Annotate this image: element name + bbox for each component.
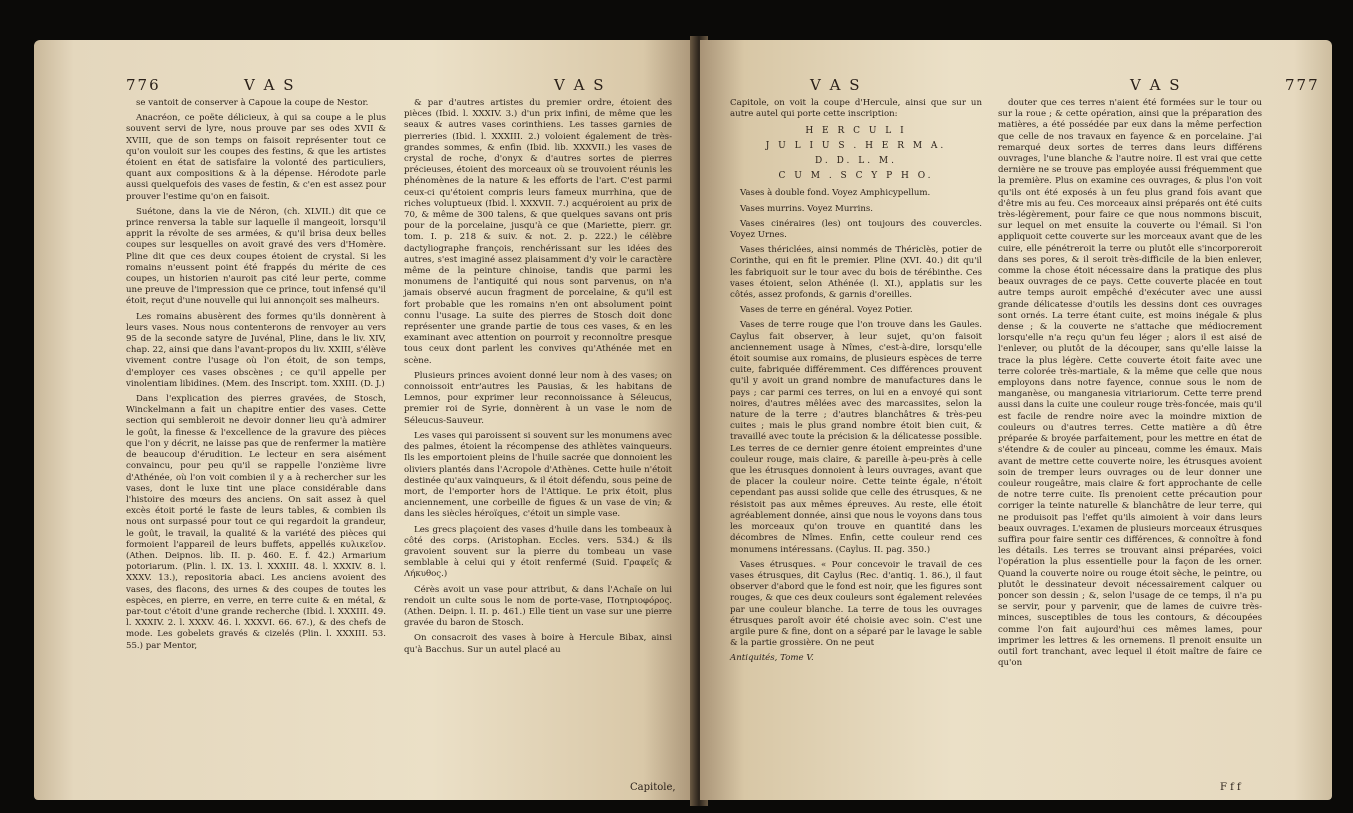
paragraph: Vases étrusques. « Pour concevoir le travail de ces vases étrusques, dit Caylus (Rec. d'antiq. 1. 86.), il faut observer d'abord que le fond est noir, que les figures sont rouges, & que ces deux couleurs sont également relevées par une couleur blanche. La terre de tous les ouvrages étrusques paroît avoir été choisie avec soin. C'est une argile pure & fine, dont on a séparé par le lavage le sable & la partie grossière. On ne peut [730,559,982,649]
paragraph: On consacroit des vases à boire à Hercule Bibax, ainsi qu'à Bacchus. Sur un autel placé au [404,633,672,655]
paragraph: Vases thériclées, ainsi nommés de Thériclès, potier de Corinthe, qui en fit le premier. Pline (XVI. 40.) dit qu'il les fabriquoit sur le tour avec du bois de térébinthe. Ces vases étoient, selon Athénée (l. XI.), applatis sur les côtés, assez profonds, & garnis d'oreilles. [730,245,982,301]
running-head: V A S [1130,76,1182,94]
catchword: Capitole, [630,782,676,793]
text-column-1 [126,98,386,656]
inscription [730,124,982,184]
inscription-line: H E R C U L I [805,126,907,137]
signature-mark: F f f [1220,782,1241,793]
paragraph: Anacréon, ce poëte délicieux, à qui sa coupe a le plus souvent servi de lyre, nous prouve par ses odes XVII & XVIII, que de son temps on faisoit représenter tout ce qu'on vouloit sur les coupes des festins, & que les artistes étoient en état de satisfaire la volonté des particuliers, quant aux compositions & à la dépense. Hérodote parle aussi quelquefois des vases de festin, & c'en est assez pour prouver l'estime qu'on en faisoit. [126,113,386,202]
page-number: 776 [126,76,161,94]
signature-line: Antiquités, Tome V. [730,653,814,664]
running-head: V A S [244,76,296,94]
running-head: V A S [810,76,862,94]
paragraph: Dans l'explication des pierres gravées, de Stosch, Winckelmann a fait un chapitre entier des vases. Cette section qui sembleroit ne devoir donner lieu qu'à admirer le goût, la finesse & l'excellence de la gravure des pièces que l'on y décrit, ne laisse pas que de renfermer la matière de beaucoup d'érudition. Le lecteur en sera aisément convaincu, pour peu qu'il se rappelle l'onzième livre d'Athénée, où l'on voit combien il y a à rechercher sur les vases, dont le luxe tint une place considérable dans l'histoire des mœurs des anciens. On sait assez à quel excès étoit porté le faste de leurs tables, & combien ils nous ont surpassé pour tout ce qui regardoit la grandeur, le goût, le travail, la qualité & la variété des pièces qui formoient l'appareil de leurs buffets, appellés κυλικεῖον. (Athen. Deipnos. lib. II. p. 460. E. f. 42.) Armarium potoriarum. (Plin. l. IX. 13. l. XXXIII. 48. l. XXXIV. 8. l. XXXV. 13.), repositoria abaci. Les anciens avoient des vases, des flacons, des urnes & des coupes de toutes les espèces, en pierre, en verre, en terre cuite & en métal, & par-tout c'étoit d'une grande recherche (Ibid. l. XXXIII. 49. l. XXXIV. 2. l. XXXV. 46. l. XXXVI. 66. 67.), & des chefs de mode. Les gobelets gravés & cizelés (Plin. l. XXXIII. 53. 55.) par Mentor, [126,394,386,651]
paragraph: Plusieurs princes avoient donné leur nom à des vases; on connoissoit entr'autres les Pausias, & les habitans de Lemnos, pour exprimer leur reconnoissance à Séleucus, premier roi de Syrie, donnèrent à un vase le nom de Séleucus-Sauveur. [404,370,672,426]
paragraph: Vases de terre rouge que l'on trouve dans les Gaules. Caylus fait observer, à leur sujet, qu'on faisoit anciennement usage à Nîmes, c'est-à-dire, lorsqu'elle étoit soumise aux romains, de plusieurs espèces de terre cuite, fabriquée différemment. Ces différences prouvent qu'il y avoit un grand nombre de manufactures dans le pays ; car parmi ces terres, on lui en a envoyé qui sont noires, d'autres mêlées avec des marcassites, selon la nature de la terre ; d'autres blanchâtres & très-peu cuites ; mais le plus grand nombre étoit bien cuit, & travaillé avec toute la précision & la délicatesse possible. Les terres de ce dernier genre étoient empreintes d'une couleur rouge, mais claire, & pareille à-peu-près à celle que les étrusques donnoient à leurs ouvrages, avant que de placer la couleur noire. Cette teinte égale, n'étoit cependant pas aussi solide que celle des étrusques, & ne résistoit pas aux mêmes épreuves. Au reste, elle étoit agréablement donnée, ainsi que nous le voyons dans tous les morceaux qu'on trouve en quantité dans les décombres de Nîmes. Enfin, cette couleur rend ces monumens intéressans. (Caylus. II. pag. 350.) [730,320,982,555]
paragraph: Capitole, on voit la coupe d'Hercule, ainsi que sur un autre autel qui porte cette inscription: [730,98,982,120]
paragraph: Les grecs plaçoient des vases d'huile dans les tombeaux à côté des corps. (Aristophan. Eccles. vers. 534.) & ils gravoient souvent sur la pierre du tombeau un vase semblable à celui qui y étoit renfermé (Suid. Γραφεῖς & Λήκυθος.) [404,524,672,580]
left-page [34,40,696,800]
text-column-2 [404,98,672,660]
paragraph: douter que ces terres n'aient été formées sur le tour ou sur la roue ; & cette opération, ainsi que la préparation des matières, a été possédée par eux dans la même perfection que celle de nos travaux en fayence & en porcelaine. J'ai remarqué deux sortes de terres dans leurs différens ouvrages, l'une blanche & l'autre noire. Il est vrai que cette dernière ne se trouve pas employée aussi fréquemment que la première. Plus on examine ces ouvrages, & plus l'on voit qu'ils ont été exposés à un feu plus grand fois avant que d'être mis au feu. Ces morceaux ainsi préparés ont été cuits très-légèrement, pour faire ce que nous nommons biscuit, sur lequel on met ensuite la couverte ou l'émail. Si l'on appliquoit cette couverte sur les morceaux avant que de les cuire, elle pénétreroit la terre ou plutôt elle s'incorporeroit dans ses pores, & il seroit très-difficile de la bien enlever, comme la chose étoit nécessaire dans la pratique des plus beaux ouvrages de ce pays. Cette couverte placée en tout autre temps auroit empêché d'exécuter avec une aussi grande délicatesse d'outils les dessins dont ces ouvrages sont ornés. La terre étant cuite, est moins inégale & plus dense ; & la couverte ne s'attache que médiocrement lorsqu'elle n'a reçu qu'un feu léger ; alors il est aisé de l'enlever, ou plutôt de la découper, sans qu'elle laisse la trace la plus légère. Cette couverte étoit faite avec une terre colorée très-martiale, & la même que celle que nous employons dans notre fayence, connue sous le nom de manganèse, ou manganesia vitriariorum. Cette terre prend aussi dans la cuite une couleur rouge très-foncée, mais qu'il est facile de rendre noire avec la moindre mixtion de couleurs ou d'autres terres. Cette matière a dû être préparée & broyée parfaitement, pour les mettre en état de s'étendre & de couler au pinceau, comme les émaux. Mais avant de mettre cette couverte noire, les étrusques avoient soin de tremper leurs ouvrages ou de leur donner une couleur rougeâtre, mais claire & fort approchante de celle de notre terre cuite. Ils prenoient cette précaution pour corriger la teinte naturelle & blanchâtre de leur terre, qui ne produisoit pas l'effet qu'ils aimoient à voir dans leurs beaux ouvrages. L'examen de plusieurs morceaux étrusques suffira pour faire sentir ces différences, & connoître à fond les détails. Les terres se trouvant ainsi préparées, voici l'opération la plus essentielle pour la façon de les orner. Quand la couverte noire ou rouge étoit sèche, le peintre, ou plutôt le dessinateur devoit nécessairement calquer ou poncer son dessin ; &, selon l'usage de ce temps, il n'a pu se servir, pour y parvenir, que de lames de cuivre très-minces, susceptibles de tous les contours, & découpées comme l'on fait aujourd'hui ces mêmes lames, pour imprimer les lettres & les ornemens. Il prenoit ensuite un outil fort tranchant, avec lequel il étoit maître de faire ce qu'on [998,98,1262,669]
paragraph: Les vases qui paroissent si souvent sur les monumens avec des palmes, étoient la récompense des athlètes vainqueurs. Ils les emportoient pleins de l'huile sacrée que donnoient les oliviers plantés dans l'Acropole d'Athènes. Cette huile n'étoit destinée qu'aux vainqueurs, & il étoit défendu, sous peine de mort, de l'emporter hors de l'Attique. Le prix étoit, plus anciennement, une corbeille de figues & un vase de vin; & dans les siècles héroïques, c'étoit un simple vase. [404,430,672,520]
text-column-2 [998,98,1262,673]
inscription-line: J U L I U S . H E R M A. [765,141,947,152]
paragraph: Vases cinéraires (les) ont toujours des couvercles. Voyez Urnes. [730,218,982,241]
paragraph: & par d'autres artistes du premier ordre, étoient des pièces (Ibid. l. XXXIV. 3.) d'un prix infini, de même que les seaux & autres vases corinthiens. Les tasses garnies de pierreries (Ibid. l. XXXIII. 2.) voloient également de très-grandes sommes, & enfin (Ibid. lib. XXXVII.) les vases de crystal de roche, d'onyx & d'autres sortes de pierres précieuses, étoient des morceaux où se trouvoient réunis les phénomènes de la nature & les efforts de l'art. C'est parmi ceux-ci qu'étoient compris leurs fameux murrhina, que de riches voluptueux (Ibid. l. XXXVII. 7.) acquéroient au prix de 70, & même de 300 talens, & que quelques savans ont pris pour de la porcelaine, jusqu'à ce que (Mariette, pierr. gr. tom. I. p. 218 & suiv. & not. 2. p. 222.) le célèbre dactyliographe françois, renchérissant sur les idées des autres, s'est imaginé assez plaisamment d'y voir le caractère même de la peinture chinoise, tandis que parmi les monumens de l'antiquité qui nous sont parvenus, on n'a jamais observé aucun fragment de porcelaine, & qu'il est fort probable que les romains n'en ont absolument point connu l'usage. La suite des pierres de Stosch doit donc représenter une grande partie de tous ces vases, & en les examinant avec attention on pourroit y reconnoître presque tous ceux dont parlent les convives qu'Athénée met en scène. [404,98,672,366]
inscription-line: D. D. L. M. [814,156,897,167]
paragraph: se vantoit de conserver à Capoue la coupe de Nestor. [136,98,369,108]
paragraph: Vases murrins. Voyez Murrins. [740,203,874,214]
paragraph: Cérès avoit un vase pour attribut, & dans l'Achaïe on lui rendoit un culte sous le nom de porte-vase, Ποτηριοφόρος. (Athen. Deipn. l. II. p. 461.) Elle tient un vase sur une pierre gravée du baron de Stosch. [404,584,672,629]
paragraph: Les romains abusèrent des formes qu'ils donnèrent à leurs vases. Nous nous contenterons de renvoyer au vers 95 de la seconde satyre de Juvénal, Pline, dans le liv. XIV, chap. 22, ainsi que dans l'avant-propos du liv. XXIII, s'élève vivement contre l'usage où l'on étoit, de son temps, d'employer ces vases obscènes ; ce qu'il appelle per vinolentiam libidines. (Mem. des Inscript. tom. XXIII. (D. J.) [126,311,386,389]
text-column-1 [730,98,982,665]
inscription-line: C U M . S C Y P H O. [778,171,934,182]
paragraph: Vases à double fond. Voyez Amphicypellum. [740,188,931,199]
page-number: 777 [1285,76,1320,94]
running-head: V A S [554,76,606,94]
right-page [700,40,1332,800]
paragraph: Suétone, dans la vie de Néron, (ch. XLVII.) dit que ce prince renversa la table sur laquelle il mangeoit, lorsqu'il apprit la révolte de ses armées, & qu'il brisa deux belles coupes sur lesquelles on avoit gravé des vers d'Homère. Pline dit que ces deux coupes étoient de crystal. Si les romains n'eussent point été frappés du mérite de ces coupes, un historien n'auroit pas cité leur perte, comme une preuve de l'impression que ce prince, tout infensé qu'il étoit, reçut d'une nouvelle qui lui annonçoit ses malheurs. [126,206,386,307]
paragraph: Vases de terre en général. Voyez Potier. [740,305,913,316]
